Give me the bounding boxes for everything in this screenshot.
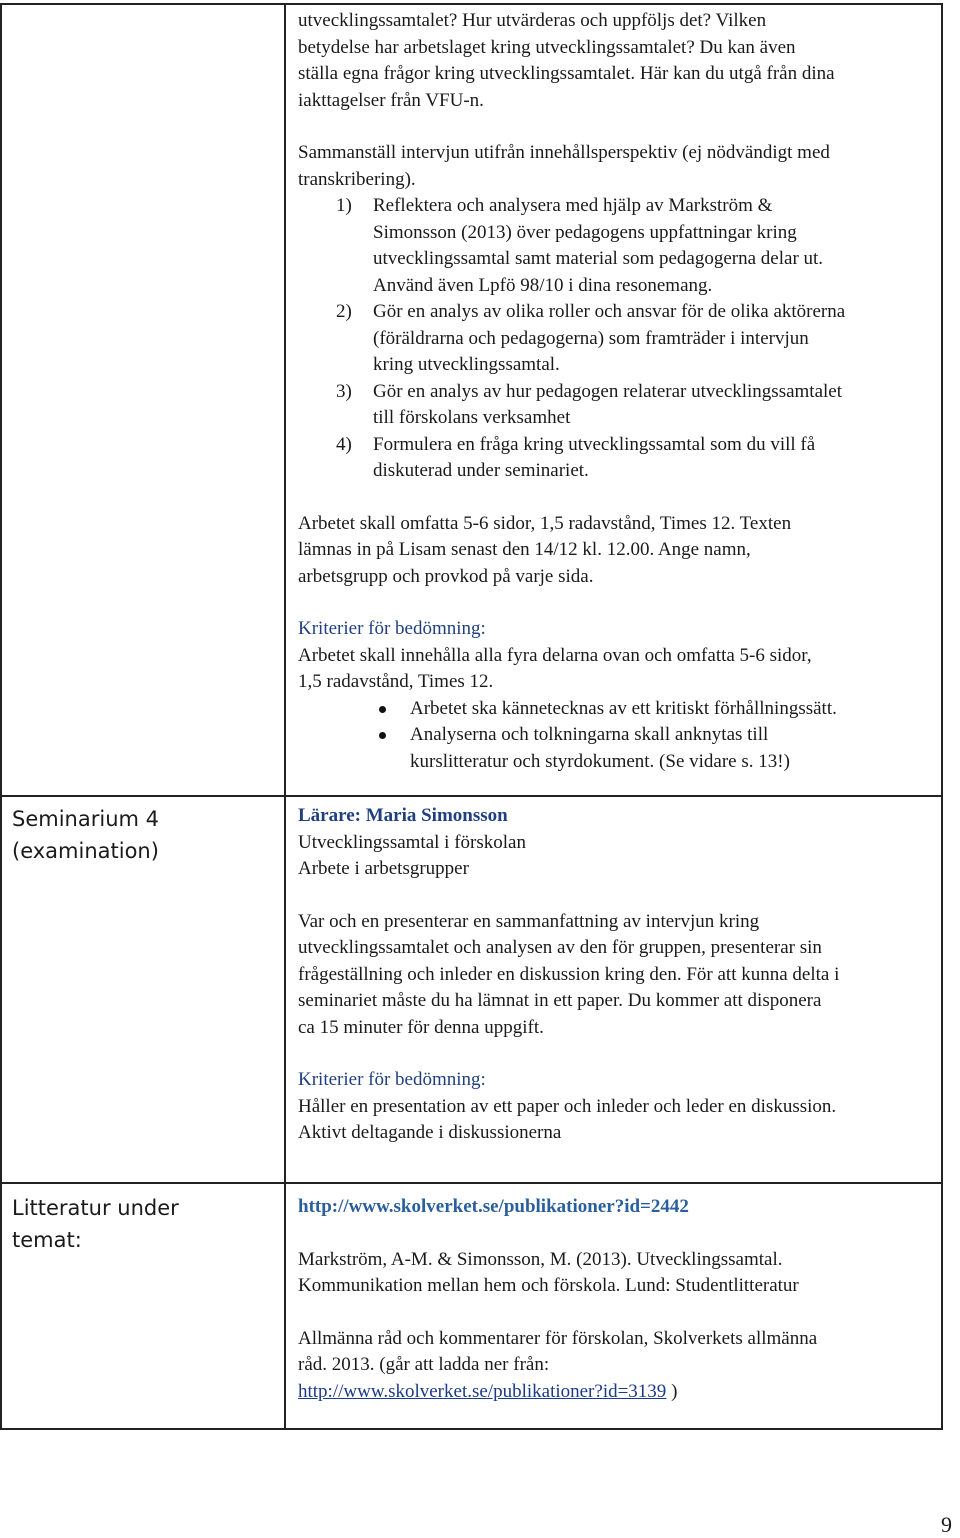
list-item [298, 379, 931, 432]
right-cell-assignment [285, 4, 942, 796]
reference-line: råd. 2013. (går att ladda ner från: [298, 1354, 550, 1375]
criteria-line: Aktivt deltagande i diskussionerna [298, 1122, 562, 1143]
reference-line: Allmänna råd och kommentarer för förskolan, Skolverkets allmänna [298, 1327, 818, 1349]
publication-link-3139[interactable]: http://www.skolverket.se/publikationer?id=3139 [298, 1380, 667, 1402]
task-line: Gör en analys av hur pedagogen relaterar utvecklingssamtalet [373, 380, 843, 402]
task-line: Reflektera och analysera med hjälp av Markström & [373, 195, 773, 216]
label-line: temat: [12, 1228, 82, 1252]
task-line: till förskolans verksamhet [373, 407, 571, 428]
right-cell-seminar [285, 796, 942, 1183]
publication-link-2442[interactable]: http://www.skolverket.se/publikationer?id=2442 [298, 1196, 689, 1217]
task-number: 1) [336, 195, 352, 216]
criteria-line: Arbetet skall innehålla alla fyra delarna ovan och omfatta 5-6 sidor, [298, 644, 812, 666]
intro-line: utvecklingssamtalet? Hur utvärderas och uppföljs det? Vilken [298, 10, 767, 31]
literature-label [12, 1192, 274, 1256]
description-line: utvecklingssamtalet och analysen av den för gruppen, presenterar sin [298, 937, 822, 958]
list-item [298, 432, 931, 485]
left-cell-literature [1, 1183, 285, 1429]
description-line: seminariet måste du ha lämnat in ett paper. Du kommer att disponera [298, 990, 822, 1011]
format-line: Arbetet skall omfatta 5-6 sidor, 1,5 radavstånd, Times 12. Texten [298, 512, 792, 534]
table-row [1, 796, 942, 1183]
reference-line: Kommunikation mellan hem och förskola. Lund: Studentlitteratur [298, 1275, 799, 1296]
list-item [298, 696, 931, 723]
task-number: 3) [336, 380, 352, 402]
criteria-line: 1,5 radavstånd, Times 12. [298, 671, 494, 692]
criteria-bullets [298, 696, 931, 776]
teacher-line: Lärare: Maria Simonsson [298, 805, 508, 826]
list-item [298, 299, 931, 379]
reference-link-line [298, 1379, 931, 1406]
format-line: lämnas in på Lisam senast den 14/12 kl. 12.00. Ange namn, [298, 539, 751, 560]
format-line: arbetsgrupp och provkod på varje sida. [298, 565, 594, 587]
criteria-line: Håller en presentation av ett paper och inleder och leder en diskussion. [298, 1095, 837, 1117]
label-line: Litteratur under [12, 1196, 179, 1220]
label-line: (examination) [12, 839, 159, 863]
left-cell-seminar [1, 796, 285, 1183]
task-line: Simonsson (2013) över pedagogens uppfattningar kring [373, 221, 797, 243]
intro-line: ställa egna frågor kring utvecklingssamtalet. Här kan du utgå från dina [298, 63, 835, 84]
bullet-line: Analyserna och tolkningarna skall anknytas till [410, 724, 769, 745]
description-line: frågeställning och inleder en diskussion kring den. För att kunna delta i [298, 963, 840, 985]
page-number: 9 [941, 1512, 952, 1537]
reference-line: Markström, A-M. & Simonsson, M. (2013). Utvecklingssamtal. [298, 1248, 783, 1270]
task-line: kring utvecklingssamtal. [373, 354, 560, 375]
task-list [298, 193, 931, 485]
task-line: diskuterad under seminariet. [373, 460, 589, 481]
task-line: Använd även Lpfö 98/10 i dina resonemang. [373, 274, 713, 296]
task-line: (föräldrarna och pedagogerna) som framträder i intervjun [373, 327, 809, 349]
label-line: Seminarium 4 [12, 807, 159, 831]
right-cell-literature [285, 1183, 942, 1429]
bullet-line: Arbetet ska kännetecknas av ett kritiskt förhållningssätt. [410, 697, 837, 719]
list-item [298, 722, 931, 775]
task-line: Formulera en fråga kring utvecklingssamtal som du vill få [373, 433, 816, 455]
description-line: Var och en presenterar en sammanfattning av intervjun kring [298, 910, 760, 932]
list-item [298, 193, 931, 299]
course-table [0, 3, 943, 1430]
task-line: utvecklingssamtal samt material som pedagogerna delar ut. [373, 248, 824, 269]
criteria-heading: Kriterier för bedömning: [298, 618, 486, 639]
mode-line: Arbete i arbetsgrupper [298, 858, 469, 879]
left-cell-empty [1, 4, 285, 796]
description-line: ca 15 minuter för denna uppgift. [298, 1016, 544, 1038]
bullet-line: kurslitteratur och styrdokument. (Se vidare s. 13!) [410, 750, 790, 772]
criteria-heading: Kriterier för bedömning: [298, 1069, 486, 1090]
seminar-label [12, 803, 274, 867]
task-line: Gör en analys av olika roller och ansvar för de olika aktörerna [373, 301, 846, 322]
topic-line: Utvecklingssamtal i förskolan [298, 831, 526, 853]
intro-line: betydelse har arbetslaget kring utvecklingssamtalet? Du kan även [298, 36, 796, 58]
table-row [1, 1183, 942, 1429]
link-suffix: ) [666, 1380, 678, 1402]
task-number: 4) [336, 433, 352, 455]
summary-line: Sammanställ intervjun utifrån innehållsperspektiv (ej nödvändigt med [298, 142, 830, 163]
task-number: 2) [336, 301, 352, 322]
intro-line: iakttagelser från VFU-n. [298, 89, 484, 111]
summary-line: transkribering). [298, 168, 416, 190]
table-row [1, 4, 942, 796]
